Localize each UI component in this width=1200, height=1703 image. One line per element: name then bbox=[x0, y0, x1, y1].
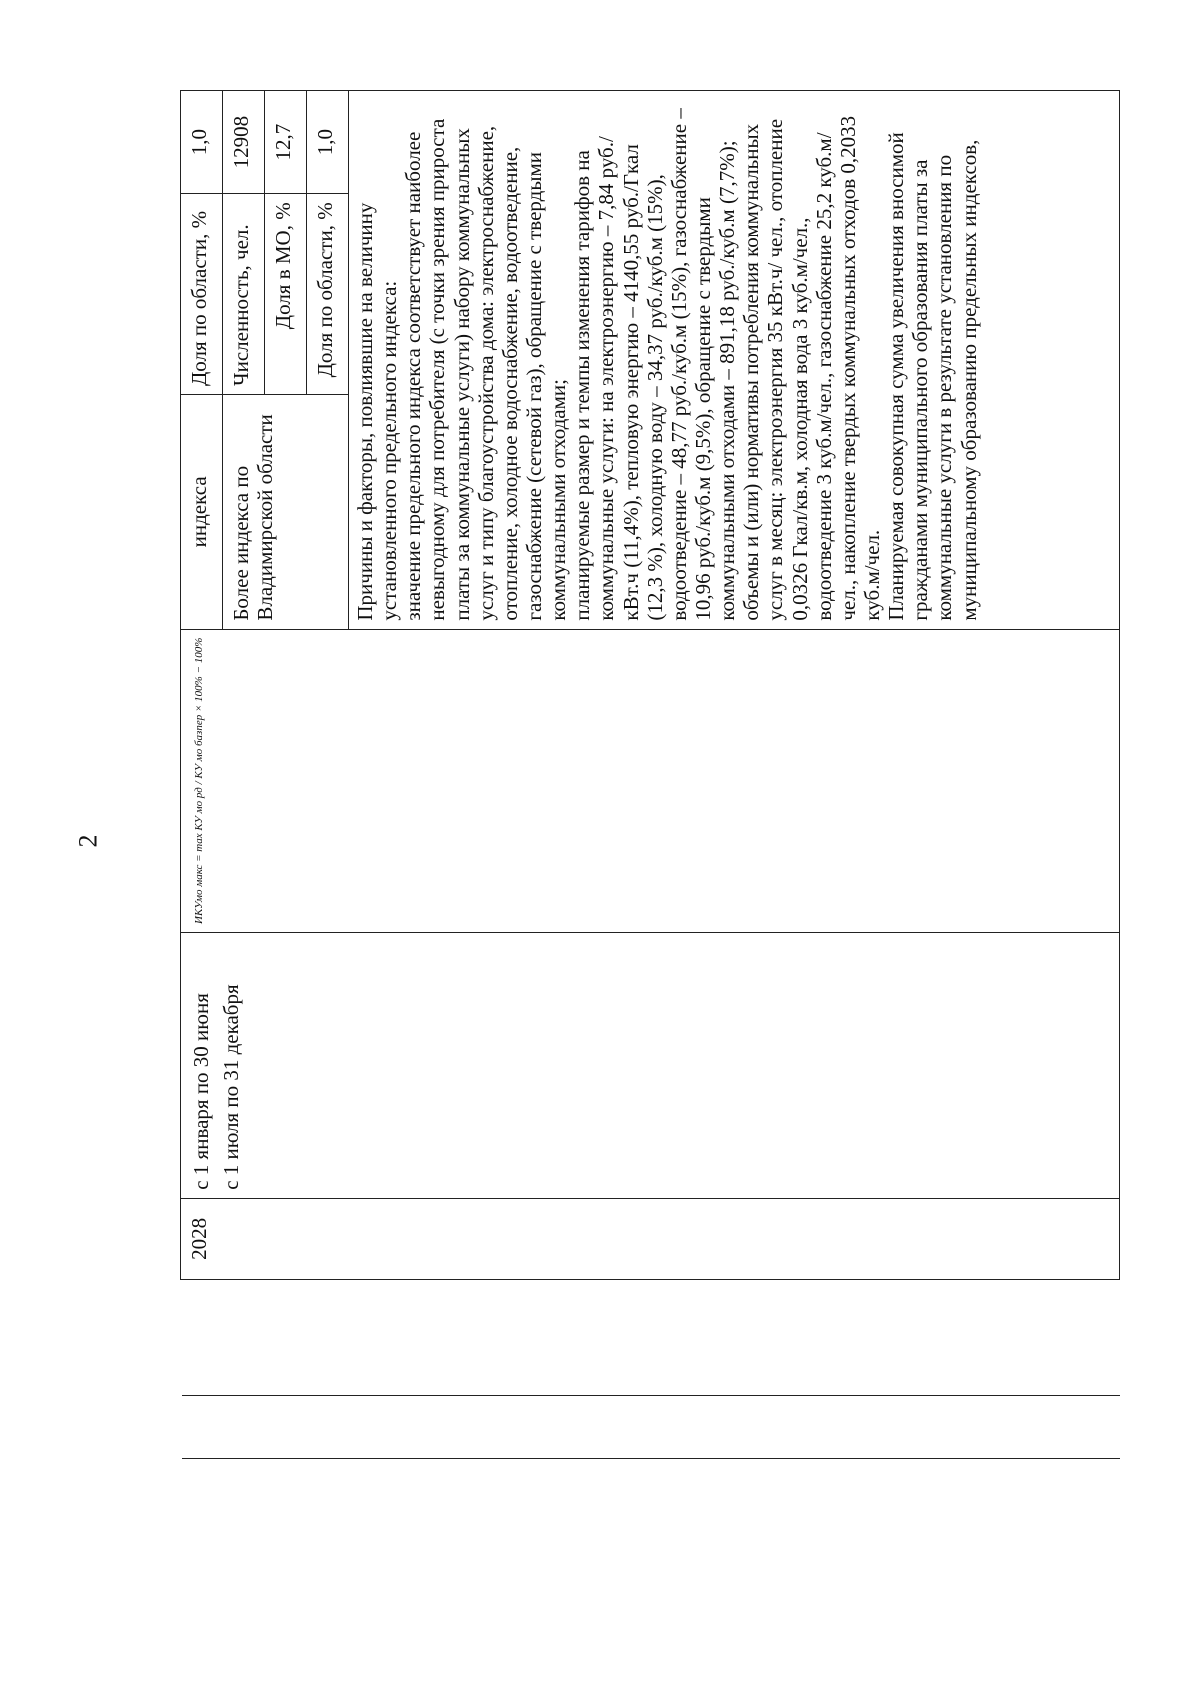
above-index-label: Более индекса по Владимирской области bbox=[223, 395, 349, 630]
reasons-cell bbox=[349, 91, 1120, 630]
period-second-half: с 1 июля по 31 декабря bbox=[219, 984, 244, 1190]
reasons-tariffs: планируемые размер и темпы изменения тарифов на коммунальные услуги: на электроэнергию – 7,84 руб./кВт.ч (11,4%), тепловую энергию – 4140,55 руб./Гкал (12,3 %), холодную воду – 34,37 руб./куб.м (15%), водоотведение – 48,77 руб./куб.м (15%), газоснабжение – 10,96 руб./куб.м (9,5%), обращение с твердыми коммунальными отходами – 891,18 руб./куб.м (7,7%); bbox=[570, 108, 740, 621]
rotated-table-content bbox=[180, 90, 1120, 1280]
index-word-cell: индекса bbox=[181, 395, 223, 630]
reasons-service-set: значение предельного индекса соответствует наиболее невыгодному для потребителя (с точки зрения прироста платы за коммунальные услуги) набору коммунальных услуг и типу благоустройства дома: электроснабжение, отопление, холодное водоснабжение, водоотведение, газоснабжение (сетевой газ), обращение с твердыми коммунальными отходами; bbox=[401, 118, 571, 621]
year-cell: 2028 bbox=[181, 1198, 1120, 1279]
page-number: 2 bbox=[73, 834, 103, 848]
period-cell bbox=[181, 933, 1120, 1199]
population-value: 12908 bbox=[223, 91, 265, 194]
share-region-value: 1,0 bbox=[307, 91, 349, 194]
share-mo-label: Доля в МО, % bbox=[265, 194, 307, 395]
divider-line bbox=[182, 1395, 1120, 1396]
population-label: Численность, чел. bbox=[223, 194, 265, 395]
share-region-label: Доля по области, % bbox=[307, 194, 349, 395]
reasons-heading: Причины и факторы, повлиявшие на величину установленного предельного индекса: bbox=[353, 202, 402, 621]
rotated-table-frame bbox=[180, 90, 1120, 1280]
reasons-total-sum: Планируемая совокупная сумма увеличения вносимой гражданами муниципального образования платы за коммунальные услуги в результате установления по муниципальному образованию предельных индексов, bbox=[884, 132, 981, 621]
share-label-cell: Доля по области, % bbox=[181, 194, 223, 395]
index-formula: ИКУмо макс = max КУ мо рд / КУ мо базпер × 100% − 100% bbox=[193, 637, 205, 924]
share-value-cell: 1,0 bbox=[181, 91, 223, 194]
share-mo-value: 12,7 bbox=[265, 91, 307, 194]
reasons-norms: объемы и (или) нормативы потребления коммунальных услуг в месяц: электроэнергия 35 кВт.ч/ чел., отопление 0,0326 Гкал/кв.м, холодная вода 3 куб.м/чел., водоотведение 3 куб.м/чел., газоснабжение 25,2 куб.м/чел., накопление твердых коммунальных отходов 0,2033 куб.м/чел. bbox=[739, 115, 884, 621]
period-first-half: с 1 января по 30 июня bbox=[189, 993, 213, 1190]
divider-line bbox=[182, 1458, 1120, 1459]
index-table bbox=[180, 90, 1120, 1280]
formula-cell bbox=[181, 629, 1120, 932]
